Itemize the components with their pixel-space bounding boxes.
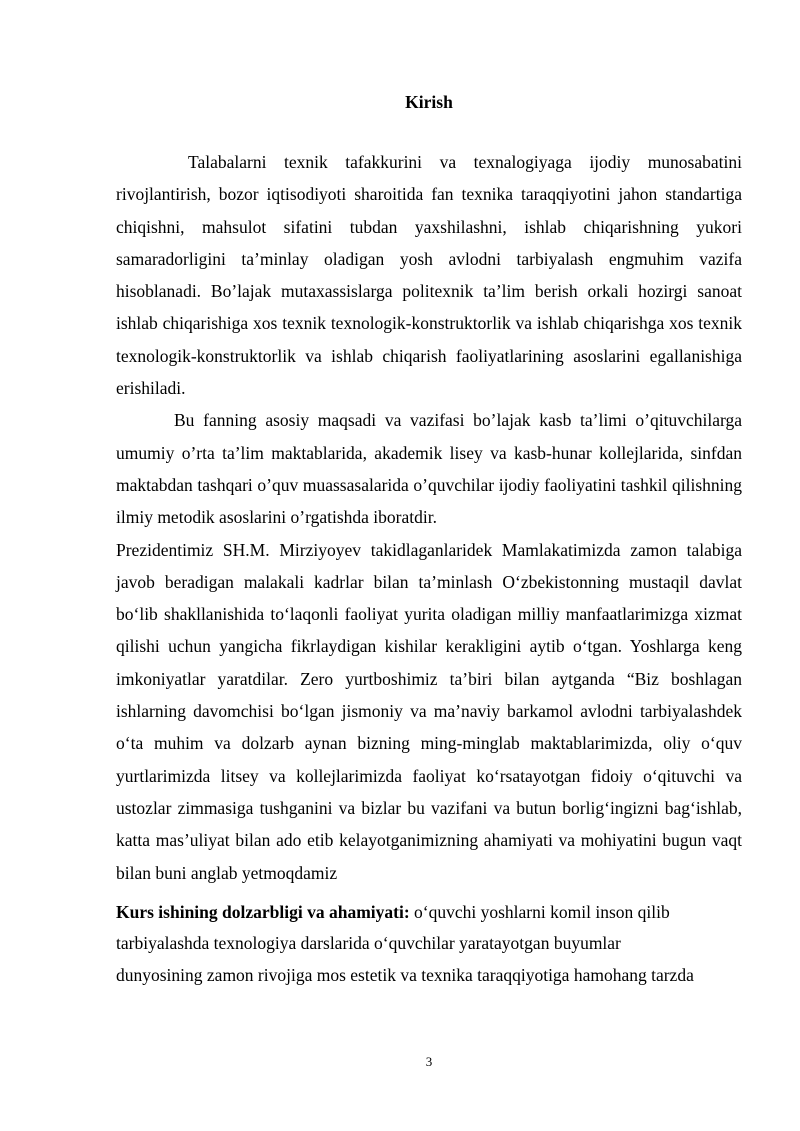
paragraph-goal: Bu fanning asosiy maqsadi va vazifasi bo’lajak kasb ta’limi o’qituvchilarga umumiy o’rta ta’lim maktablarida, akademik lisey va kasb-hunar kollejlarida, sinfdan maktabdan tashqari o’quv muassasalarida o’quvchilar ijodiy faoliyatini tashkil qilishning ilmiy metodik asoslarini o’rgatishda iboratdir. xyxy=(116,410,742,528)
page-number: 3 xyxy=(425,1054,433,1069)
paragraph-intro: Talabalarni texnik tafakkurini va texnalogiyaga ijodiy munosabatini rivojlantirish, bozor iqtisodiyoti sharoitida fan texnika taraqqiyotini jahon standartiga chiqishni, mahsulot sifatini tubdan yaxshilashni, ishlab chiqarishning yukori samaradorligini ta’minlay oladigan yosh avlodni tarbiyalash engmuhim vazifa hisoblanadi. Bo’lajak mutaxassislarga politexnik ta’lim berish orkali hozirgi sanoat ishlab chiqarishiga xos texnik texnologik-konstruktorlik va ishlab chiqarishga xos texnik texnologik-konstruktorlik va ishlab chiqarish faoliyatlarining asoslarini egallanishiga erishiladi. xyxy=(116,152,742,399)
section-heading: Kurs ishining dolzarbligi va ahamiyati: xyxy=(116,901,410,922)
document-body xyxy=(116,146,742,991)
paragraph-president: Prezidentimiz SH.M. Mirziyoyev takidlaganlaridek Mamlakatimizda zamon talabiga javob beradigan malakali kadrlar bilan ta’minlash O‘zbekistonning mustaqil davlat bo‘lib shakllanishida to‘laqonli faoliyat yurita oladigan milliy manfaatlarimizga xizmat qilishi uchun yangicha fikrlaydigan kishilar kerakligini aytib o‘tgan. Yoshlarga keng imkoniyatlar yaratdilar. Zero yurtboshimiz ta’biri bilan aytganda “Biz boshlagan ishlarning davomchisi bo‘lgan jismoniy va ma’naviy barkamol avlodni tarbiyalashdek o‘ta muhim va dolzarb aynan bizning ming-minglab maktablarimizda, oliy o‘quv yurtlarimizda litsey va kollejlarimizda faoliyat ko‘rsatayotgan fidoiy o‘qituvchi va ustozlar zimmasiga tushganini va bizlar bu vazifani va butun borlig‘ingizni bag‘ishlab, katta mas’uliyat bilan ado etib kelayotganimizning ahamiyati va mohiyatini bugun vaqt bilan buni anglab yetmoqdamiz xyxy=(116,539,742,883)
section-line-1: o‘quvchi yoshlarni komil inson qilib xyxy=(409,901,670,922)
paragraph-relevance xyxy=(116,897,742,992)
page-title: Kirish xyxy=(405,92,453,112)
section-line-2: tarbiyalashda texnologiya darslarida o‘quvchilar yaratayotgan buyumlar xyxy=(116,933,621,954)
section-line-3: dunyosining zamon rivojiga mos estetik va texnika taraqqiyotiga hamohang tarzda xyxy=(116,964,694,985)
